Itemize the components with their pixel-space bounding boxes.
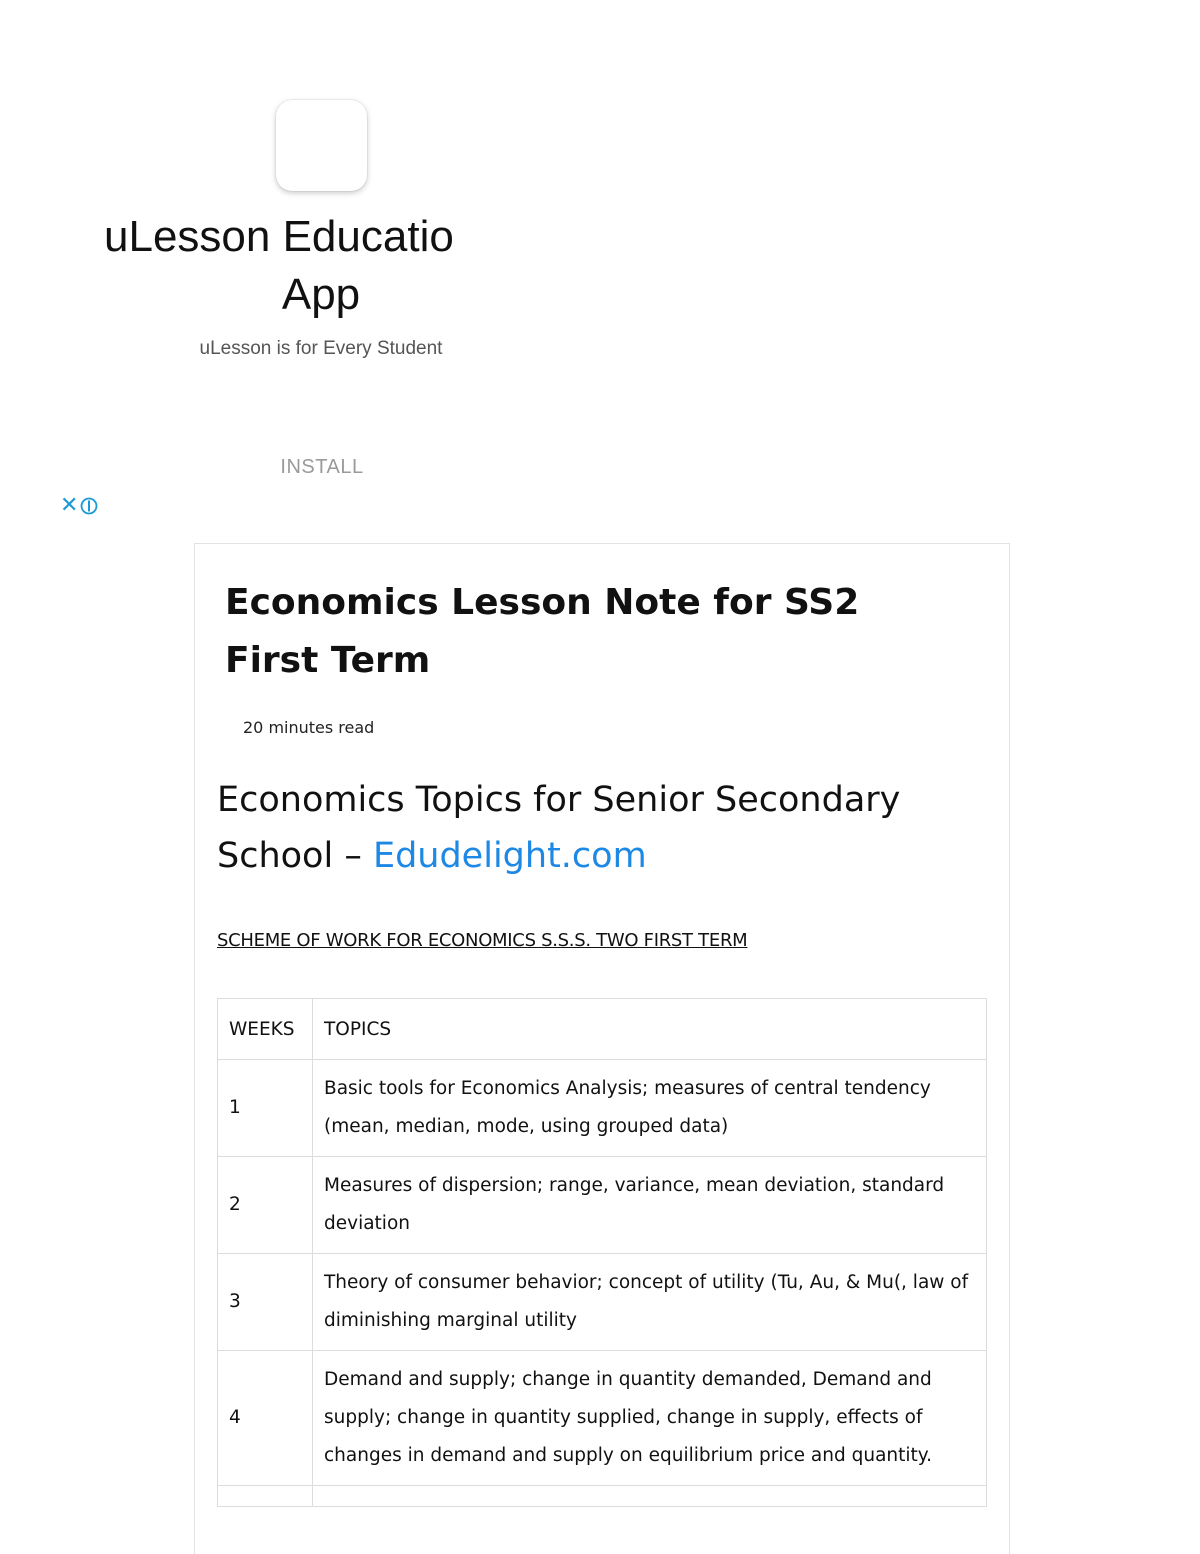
week-cell: 2 [218, 1157, 313, 1254]
section-title [217, 772, 977, 884]
table-row [218, 1486, 987, 1507]
table-header-row [218, 999, 987, 1060]
week-cell: 3 [218, 1254, 313, 1351]
week-cell: 1 [218, 1060, 313, 1157]
topic-cell: Demand and supply; change in quantity demanded, Demand and supply; change in quantity supplied, change in supply, effects of changes in demand and supply on equilibrium price and quantity. [313, 1351, 987, 1486]
table-row [218, 1254, 987, 1351]
read-time: 20 minutes read [243, 718, 375, 737]
close-icon[interactable]: ✕ [60, 493, 79, 518]
header-topics: TOPICS [313, 999, 987, 1060]
install-button[interactable]: INSTALL [252, 450, 392, 484]
ad-app-name-line2: App [281, 270, 361, 319]
topic-cell: Measures of dispersion; range, variance, mean deviation, standard deviation [313, 1157, 987, 1254]
table-row [218, 1351, 987, 1486]
scheme-table [217, 998, 987, 1507]
edudelight-link[interactable]: Edudelight.com [372, 836, 647, 876]
article-card [194, 543, 1010, 1554]
week-cell: 4 [218, 1351, 313, 1486]
table-row [218, 1157, 987, 1254]
app-install-ad [0, 0, 600, 540]
header-weeks: WEEKS [218, 999, 313, 1060]
article-title: Economics Lesson Note for SS2 First Term [225, 582, 860, 681]
table-row [218, 1060, 987, 1157]
scheme-heading: SCHEME OF WORK FOR ECONOMICS S.S.S. TWO FIRST TERM [217, 930, 748, 951]
ad-tagline: uLesson is for Every Student [199, 338, 443, 359]
ad-controls [60, 494, 98, 518]
ad-info-icon[interactable] [80, 497, 98, 515]
topic-cell: Basic tools for Economics Analysis; measures of central tendency (mean, median, mode, using grouped data) [313, 1060, 987, 1157]
topic-cell: Theory of consumer behavior; concept of utility (Tu, Au, & Mu(, law of diminishing marginal utility [313, 1254, 987, 1351]
section-title-text: Economics Topics for Senior Secondary School – [217, 780, 901, 876]
week-cell [218, 1486, 313, 1507]
app-logo-icon[interactable] [276, 100, 367, 191]
ad-app-name[interactable] [100, 208, 458, 338]
ad-app-name-line1: uLesson Educatio [104, 212, 454, 261]
topic-cell [313, 1486, 987, 1507]
